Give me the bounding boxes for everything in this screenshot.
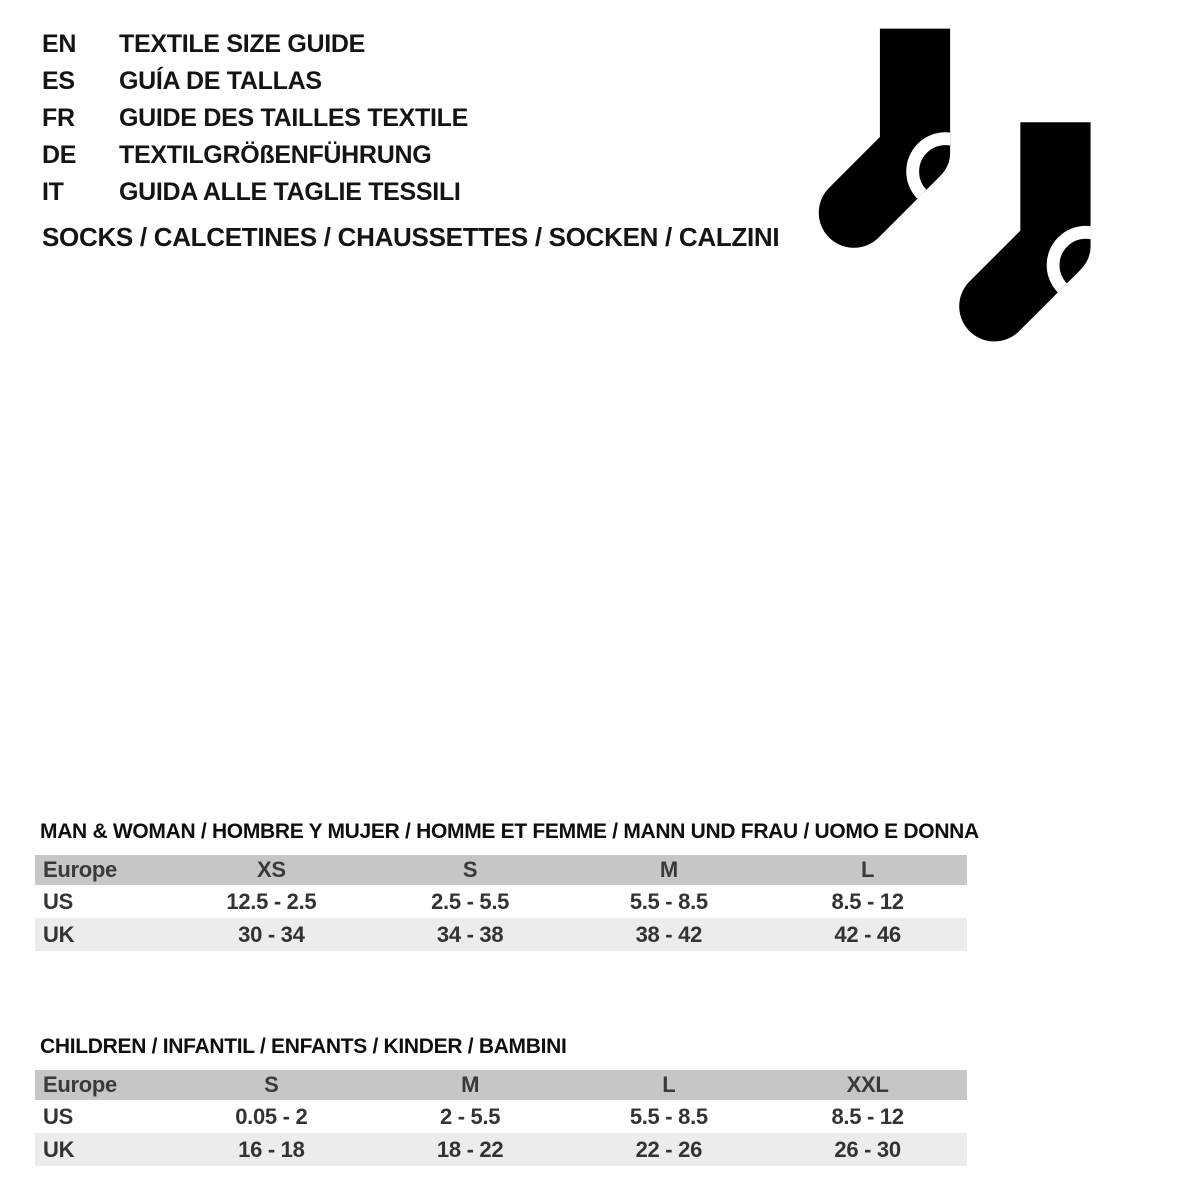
column-header-size: XS xyxy=(256,857,286,882)
column-header-region: Europe xyxy=(43,857,117,882)
table-row-uk xyxy=(35,1133,967,1166)
table-cell: 2 - 5.5 xyxy=(439,1103,501,1129)
table-cell: 42 - 46 xyxy=(834,921,901,947)
guide-title-fr: GUIDE DES TAILLES TEXTILE xyxy=(119,104,469,132)
table-row-uk xyxy=(35,918,967,951)
language-row-it xyxy=(42,174,468,211)
column-header-region: Europe xyxy=(43,1072,117,1097)
size-table-children xyxy=(35,1070,967,1166)
language-row-es xyxy=(42,63,468,100)
table-row-us xyxy=(35,1100,967,1133)
language-title-list xyxy=(42,26,468,211)
size-table-section-man-woman xyxy=(35,820,979,951)
language-row-fr xyxy=(42,100,468,137)
row-label: UK xyxy=(43,921,75,947)
guide-title-en: TEXTILE SIZE GUIDE xyxy=(119,30,366,58)
column-header-size: S xyxy=(462,857,478,882)
table-cell: 12.5 - 2.5 xyxy=(226,888,317,914)
table-title-man-woman: MAN & WOMAN / HOMBRE Y MUJER / HOMME ET FEMME / MANN UND FRAU / UOMO E DONNA xyxy=(40,820,979,843)
socks-icon xyxy=(816,24,1110,354)
column-header-size: L xyxy=(861,857,875,882)
size-table-section-children xyxy=(35,1035,967,1166)
table-header-row xyxy=(35,1070,967,1100)
table-cell: 5.5 - 8.5 xyxy=(629,888,708,914)
table-cell: 8.5 - 12 xyxy=(831,888,904,914)
table-cell: 0.05 - 2 xyxy=(235,1103,308,1129)
table-header-row xyxy=(35,855,967,885)
table-cell: 18 - 22 xyxy=(436,1136,504,1162)
language-code: EN xyxy=(42,30,77,58)
guide-title-it: GUIDA ALLE TAGLIE TESSILI xyxy=(119,178,461,206)
language-row-en xyxy=(42,26,468,63)
product-category-line: SOCKS / CALCETINES / CHAUSSETTES / SOCKEN / CALZINI xyxy=(42,222,780,252)
guide-title-de: TEXTILGRÖßENFÜHRUNG xyxy=(119,141,432,169)
column-header-size: S xyxy=(264,1072,279,1097)
sock-right xyxy=(959,122,1110,341)
table-cell: 38 - 42 xyxy=(635,921,703,947)
sock-left xyxy=(819,29,978,248)
language-code: DE xyxy=(42,141,77,169)
size-table-man-woman xyxy=(35,855,967,951)
table-cell: 8.5 - 12 xyxy=(831,1103,904,1129)
table-cell: 5.5 - 8.5 xyxy=(629,1103,708,1129)
column-header-size: L xyxy=(662,1072,676,1097)
table-cell: 22 - 26 xyxy=(635,1136,703,1162)
table-cell: 26 - 30 xyxy=(834,1136,901,1162)
table-cell: 34 - 38 xyxy=(436,921,504,947)
table-title-children: CHILDREN / INFANTIL / ENFANTS / KINDER / BAMBINI xyxy=(40,1035,567,1058)
table-row-us xyxy=(35,885,967,918)
table-cell: 2.5 - 5.5 xyxy=(431,888,510,914)
language-code: IT xyxy=(42,178,64,206)
row-label: US xyxy=(43,888,73,914)
row-label: UK xyxy=(43,1136,75,1162)
row-label: US xyxy=(43,1103,73,1129)
table-cell: 16 - 18 xyxy=(238,1136,305,1162)
column-header-size: M xyxy=(461,1072,480,1097)
language-code: FR xyxy=(42,104,75,132)
language-row-de xyxy=(42,137,468,174)
column-header-size: M xyxy=(659,857,678,882)
guide-title-es: GUÍA DE TALLAS xyxy=(119,67,322,95)
column-header-size: XXL xyxy=(846,1072,889,1097)
table-cell: 30 - 34 xyxy=(238,921,305,947)
language-code: ES xyxy=(42,67,75,95)
